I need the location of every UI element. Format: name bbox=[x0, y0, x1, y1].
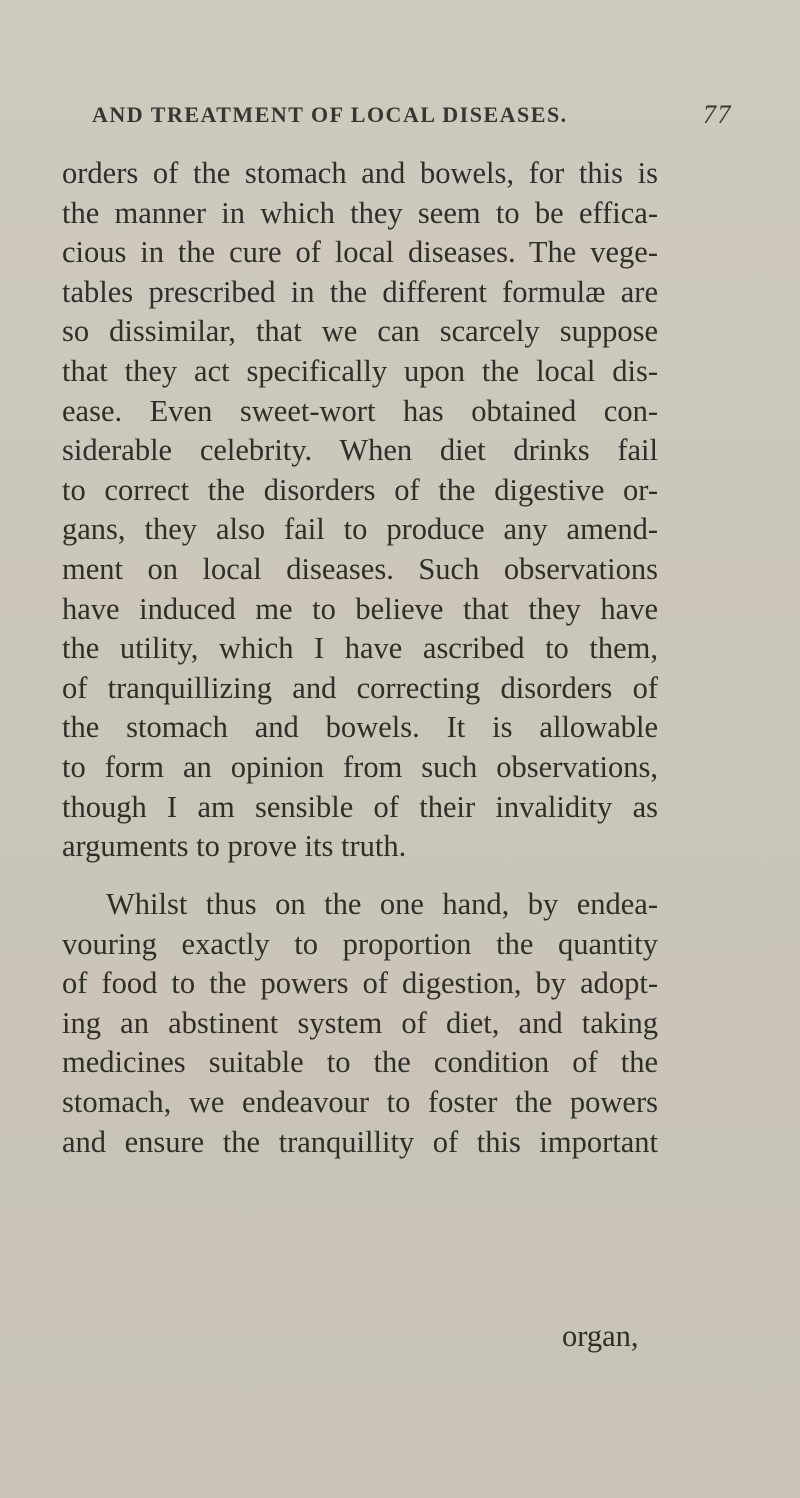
text-line: so dissimilar, that we can scarcely suppose bbox=[62, 314, 658, 349]
text-line: vouring exactly to proportion the quantity bbox=[62, 926, 658, 961]
paragraph-2 bbox=[62, 885, 658, 1162]
text-line: the stomach and bowels. It is allowable bbox=[62, 710, 658, 745]
running-header bbox=[92, 102, 732, 128]
text-line: of tranquillizing and correcting disorders of bbox=[62, 670, 658, 705]
text-line: to form an opinion from such observations, bbox=[62, 749, 658, 784]
running-header-title: AND TREATMENT OF LOCAL DISEASES. bbox=[92, 102, 568, 127]
page-number: 77 bbox=[703, 100, 732, 129]
text-line: that they act specifically upon the local dis- bbox=[62, 353, 658, 388]
text-line: and ensure the tranquillity of this important bbox=[62, 1124, 658, 1159]
text-line: ease. Even sweet-wort has obtained con- bbox=[62, 393, 658, 428]
text-line: stomach, we endeavour to foster the powers bbox=[62, 1084, 658, 1119]
text-line: medicines suitable to the condition of the bbox=[62, 1045, 658, 1080]
text-line: to correct the disorders of the digestive or- bbox=[62, 472, 658, 507]
text-line: orders of the stomach and bowels, for this is bbox=[62, 156, 658, 190]
text-line: tables prescribed in the different formulæ are bbox=[62, 274, 658, 309]
text-line: arguments to prove its truth. bbox=[62, 829, 407, 864]
text-line: ment on local diseases. Such observations bbox=[62, 551, 658, 586]
text-line: cious in the cure of local diseases. The vege- bbox=[62, 235, 658, 270]
text-line: siderable celebrity. When diet drinks fail bbox=[62, 433, 658, 468]
text-line: the utility, which I have ascribed to them, bbox=[62, 631, 658, 666]
text-line: of food to the powers of digestion, by adopt- bbox=[62, 966, 658, 1001]
text-line: though I am sensible of their invalidity as bbox=[62, 789, 658, 824]
text-line: Whilst thus on the one hand, by endea- bbox=[106, 887, 658, 921]
paragraph-1 bbox=[62, 154, 658, 867]
text-line: ing an abstinent system of diet, and taking bbox=[62, 1005, 658, 1040]
text-line: the manner in which they seem to be effica- bbox=[62, 195, 658, 230]
text-line: gans, they also fail to produce any amend- bbox=[62, 512, 658, 547]
catchword: organ, bbox=[562, 1319, 639, 1353]
text-line: have induced me to believe that they have bbox=[62, 591, 658, 626]
